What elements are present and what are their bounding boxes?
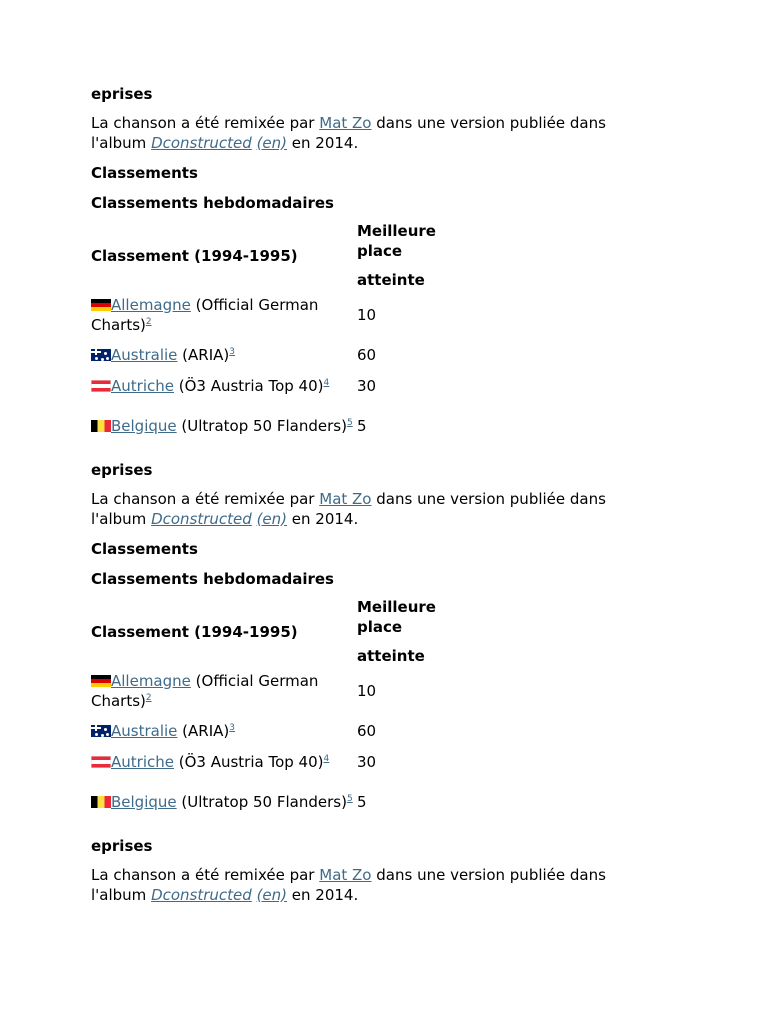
table-header-row [91,597,557,666]
remix-text: en 2014. [287,509,359,528]
reference-note [324,373,330,388]
reference-note [146,688,152,703]
austria-flag-icon [91,756,111,768]
classements-heading: Classements [91,164,198,182]
en-link[interactable]: (en) [256,133,288,152]
remix-text: dans une version publiée dans l'album [91,866,606,904]
rankings-table [91,597,557,826]
mat-zo-link[interactable]: Mat Zo [319,490,372,508]
classements-hebdomadaires-heading: Classements hebdomadaires [91,194,334,212]
position-cell: 5 [357,416,367,435]
chart-name: (Ö3 Austria Top 40) [173,752,324,771]
header-line: atteinte [357,271,425,289]
position-cell: 10 [357,681,377,700]
header-line: Meilleure [357,598,436,616]
document-page [91,84,651,905]
country-link[interactable]: Autriche [111,752,174,771]
country-cell [91,401,357,450]
classements-hebdomadaires-heading: Classements hebdomadaires [91,570,334,588]
belgium-flag-icon [91,420,111,432]
position-cell: 30 [357,752,377,771]
belgium-flag-icon [91,796,111,808]
country-link[interactable]: Belgique [111,792,177,811]
country-cell [91,339,357,370]
reference-link[interactable]: 2 [145,316,152,327]
table-row [91,370,557,401]
remix-text: en 2014. [287,133,359,152]
chart-name: (Ö3 Austria Top 40) [173,376,324,395]
country-link[interactable]: Allemagne [111,671,191,690]
country-cell [91,715,357,746]
chart-name: (Ultratop 50 Flanders) [176,416,347,435]
chart-name: (Official German Charts) [91,295,319,334]
table-row [91,715,557,746]
position-cell: 60 [357,721,377,740]
chart-name: (ARIA) [177,345,230,364]
reprises-heading: eprises [91,461,153,479]
header-line: place [357,242,403,260]
position-cell: 30 [357,376,377,395]
reference-note [347,789,353,804]
remix-paragraph [91,114,651,153]
country-link[interactable]: Autriche [111,376,174,395]
reference-link[interactable]: 5 [346,417,353,428]
dconstructed-link[interactable]: Dconstructed [151,133,252,152]
austria-flag-icon [91,380,111,392]
reference-note [146,312,152,327]
germany-flag-icon [91,299,111,311]
reference-link[interactable]: 5 [346,793,353,804]
reprises-heading: eprises [91,85,153,103]
chart-name: (ARIA) [177,721,230,740]
country-cell [91,666,357,715]
table-row [91,777,557,826]
dconstructed-link[interactable]: Dconstructed [151,509,252,528]
remix-paragraph [91,490,651,529]
chart-name: (Ultratop 50 Flanders) [176,792,347,811]
mat-zo-link[interactable]: Mat Zo [319,114,372,132]
position-cell: 5 [357,792,367,811]
reference-note [229,342,235,357]
australia-flag-icon [91,349,111,361]
table-row [91,401,557,450]
country-cell [91,777,357,826]
header-classement: Classement (1994-1995) [91,246,298,265]
en-link[interactable]: (en) [256,885,288,904]
germany-flag-icon [91,675,111,687]
country-cell [91,370,357,401]
remix-text: dans une version publiée dans l'album [91,114,606,152]
remix-text: La chanson a été remixée par [91,490,320,508]
header-line: atteinte [357,647,425,665]
header-line: Meilleure [357,222,436,240]
reference-note [324,749,330,764]
remix-text: La chanson a été remixée par [91,866,320,884]
table-row [91,666,557,715]
rankings-table [91,221,557,450]
table-row [91,290,557,339]
country-link[interactable]: Belgique [111,416,177,435]
header-classement: Classement (1994-1995) [91,622,298,641]
reference-link[interactable]: 3 [229,722,235,733]
table-row [91,746,557,777]
table-row [91,339,557,370]
country-link[interactable]: Australie [111,345,178,364]
country-cell [91,290,357,339]
reference-note [229,718,235,733]
dconstructed-link[interactable]: Dconstructed [151,885,252,904]
reference-note [347,413,353,428]
reference-link[interactable]: 4 [323,377,330,388]
remix-text: en 2014. [287,885,359,904]
position-cell: 10 [357,305,377,324]
remix-paragraph [91,866,651,905]
header-meilleure-place [357,597,557,666]
country-link[interactable]: Australie [111,721,178,740]
reprises-heading: eprises [91,837,153,855]
remix-text: La chanson a été remixée par [91,114,320,132]
reference-link[interactable]: 3 [229,346,235,357]
reference-link[interactable]: 4 [323,753,330,764]
header-line: place [357,618,403,636]
mat-zo-link[interactable]: Mat Zo [319,866,372,884]
header-meilleure-place [357,221,557,290]
reference-link[interactable]: 2 [145,692,152,703]
country-link[interactable]: Allemagne [111,295,191,314]
position-cell: 60 [357,345,377,364]
chart-name: (Official German Charts) [91,671,319,710]
table-header-row [91,221,557,290]
en-link[interactable]: (en) [256,509,288,528]
country-cell [91,746,357,777]
remix-text: dans une version publiée dans l'album [91,490,606,528]
australia-flag-icon [91,725,111,737]
classements-heading: Classements [91,540,198,558]
